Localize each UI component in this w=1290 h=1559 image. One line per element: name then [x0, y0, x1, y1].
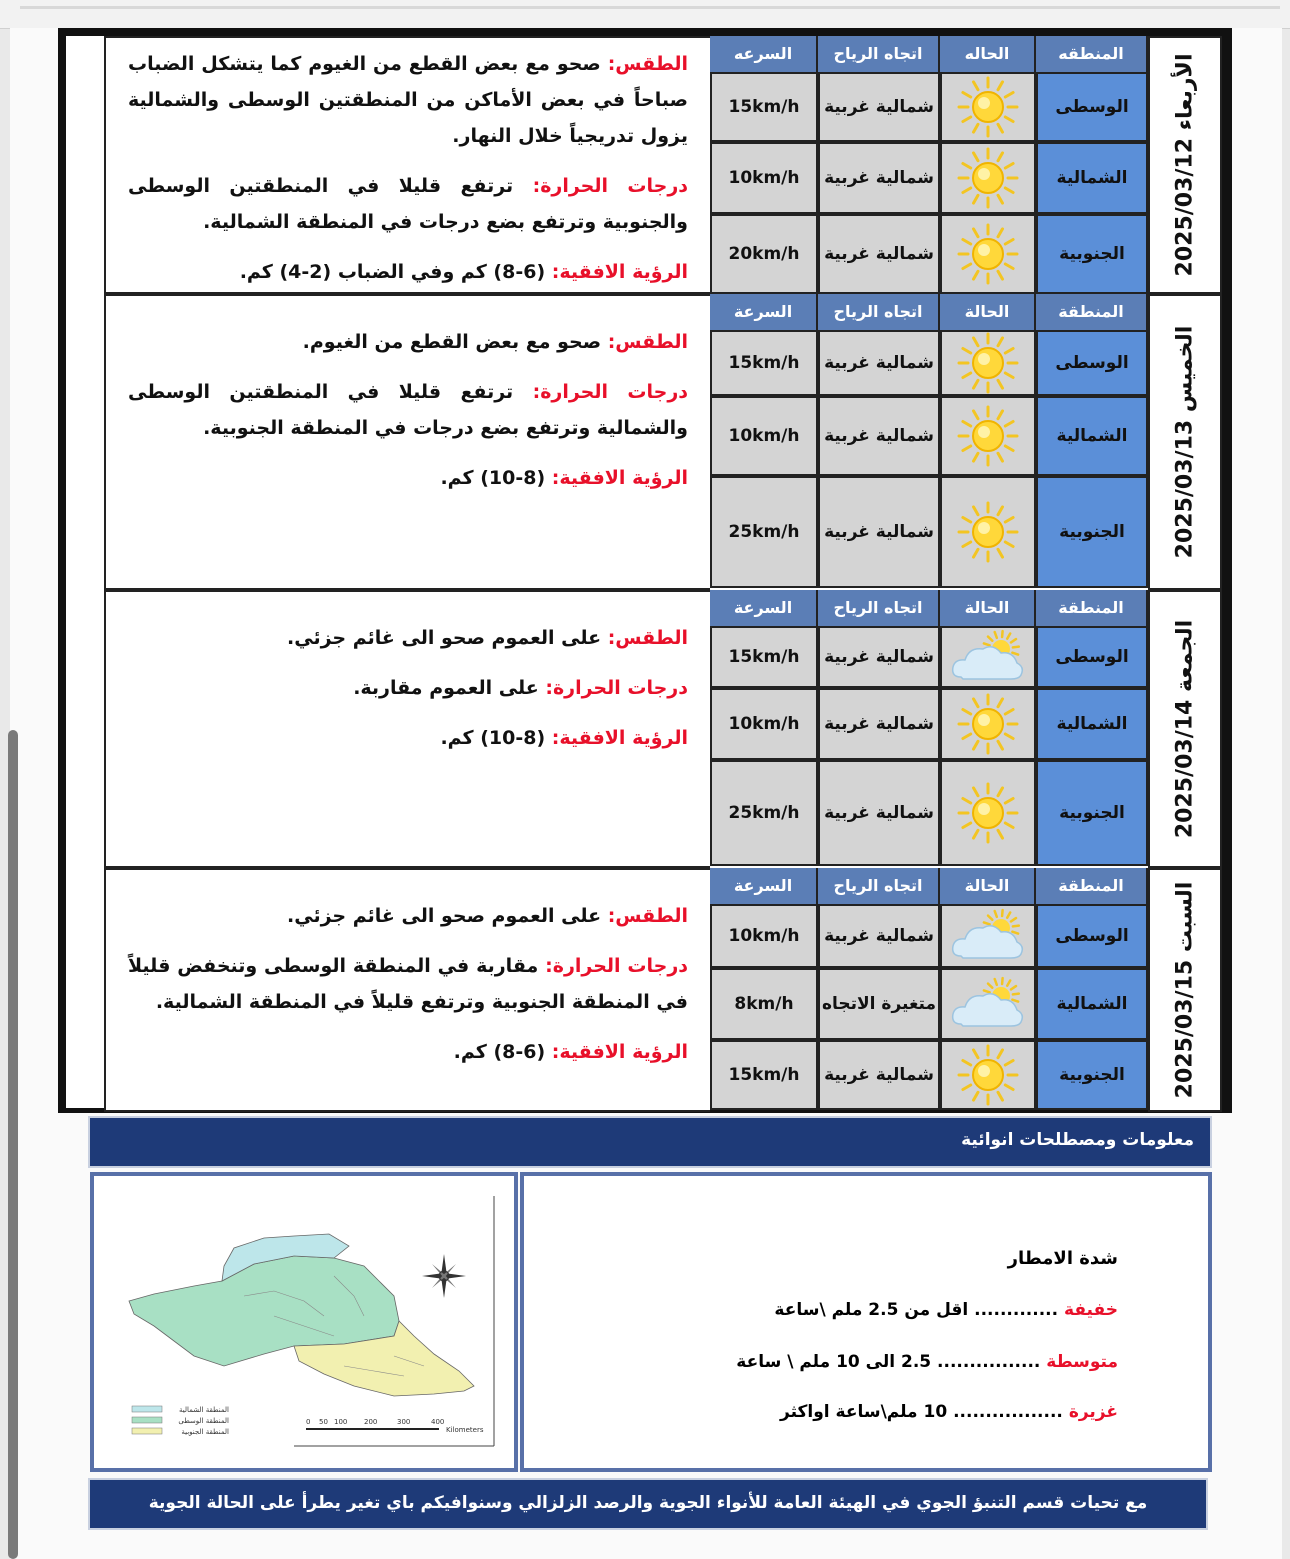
region-header: المنطقه [1036, 36, 1148, 72]
visibility-text-label: الرؤية الافقية: [551, 261, 688, 283]
compass-rose-icon [422, 1254, 466, 1298]
day-date: الأربعاء 2025/03/12 [1172, 53, 1198, 277]
wind-speed-cell: 20km/h [710, 214, 818, 294]
svg-text:المنطقة الوسطى: المنطقة الوسطى [178, 1417, 229, 1425]
sun-icon [956, 75, 1020, 139]
sun-icon [956, 404, 1020, 468]
region-cell: الجنوبية [1036, 476, 1148, 588]
state-header: الحاله [940, 36, 1036, 72]
footer-text: مع تحيات قسم التنبؤ الجوي في الهيئة العامة للأنواء الجوية والرصد الزلزالي وسنوافيكم باي تغير يطرأ على الحالة الجوية [148, 1493, 1148, 1513]
speed-header: السرعة [710, 590, 818, 626]
region-cell: الجنوبية [1036, 214, 1148, 294]
region-cell: الوسطى [1036, 72, 1148, 142]
weather-text-value: صحو مع بعض القطع من الغيوم كما يتشكل الضباب صباحاً في بعض الأماكن من المنطقتين الوسطى والشمالية يزول تدريجياً خلال النهار. [128, 53, 688, 147]
wind-speed-cell: 8km/h [710, 968, 818, 1040]
forecast-day [104, 868, 1222, 1112]
day-date: الجمعة 2025/03/14 [1172, 619, 1198, 839]
forecast-table [710, 36, 1148, 294]
temperature-text [128, 374, 688, 446]
weather-text-label: الطقس: [607, 627, 688, 649]
day-date-column [1148, 590, 1222, 868]
visibility-text [128, 1034, 688, 1070]
region-cell: الجنوبية [1036, 760, 1148, 866]
sun-icon [956, 692, 1020, 756]
top-bar-line [20, 6, 1280, 9]
svg-text:300: 300 [397, 1418, 411, 1426]
wind-direction-cell: شمالية غربية [818, 760, 940, 866]
visibility-text [128, 720, 688, 756]
rain-title: شدة الامطار [1007, 1248, 1118, 1269]
region-header: المنطقة [1036, 294, 1148, 330]
svg-text:100: 100 [334, 1418, 348, 1426]
day-description [104, 36, 710, 294]
temperature-text-label: درجات الحرارة: [532, 381, 689, 403]
visibility-text-value: (6-8) كم. [453, 1041, 546, 1063]
svg-text:0: 0 [306, 1418, 311, 1426]
wind-speed-cell: 10km/h [710, 142, 818, 214]
wind-speed-cell: 25km/h [710, 476, 818, 588]
wind-direction-cell: شمالية غربية [818, 476, 940, 588]
visibility-text-label: الرؤية الافقية: [551, 1041, 688, 1063]
visibility-text-value: (8-10) كم. [440, 467, 546, 489]
state-cell [940, 688, 1036, 760]
region-cell: الوسطى [1036, 904, 1148, 968]
rain-light: خفيفة ............. اقل من 2.5 ملم \ساعة [774, 1300, 1118, 1320]
scrollbar-thumb[interactable] [8, 730, 18, 1559]
region-header: المنطقة [1036, 868, 1148, 904]
svg-text:المنطقة الشمالية: المنطقة الشمالية [179, 1406, 229, 1414]
wind-direction-header: اتجاه الرياح [818, 590, 940, 626]
state-header: الحالة [940, 590, 1036, 626]
weather-text-value: على العموم صحو الى غائم جزئي. [287, 905, 602, 927]
visibility-text-value: (6-8) كم وفي الضباب (2-4) كم. [239, 261, 546, 283]
weather-text-label: الطقس: [607, 331, 688, 353]
partly-cloudy-icon [949, 976, 1027, 1032]
window-top-bar [0, 0, 1290, 29]
weather-text [128, 620, 688, 656]
temperature-text-value: ترتفع قليلا في المنطقتين الوسطى والشمالية وترتفع بضع درجات في المنطقة الجنوبية. [128, 381, 688, 439]
wind-speed-cell: 15km/h [710, 1040, 818, 1110]
wind-direction-cell: شمالية غربية [818, 1040, 940, 1110]
info-banner [88, 1116, 1212, 1168]
info-title: معلومات ومصطلحات انوائية [961, 1130, 1194, 1150]
speed-header: السرعة [710, 294, 818, 330]
region-header: المنطقة [1036, 590, 1148, 626]
sun-icon [956, 222, 1020, 286]
wind-direction-cell: شمالية غربية [818, 396, 940, 476]
wind-speed-cell: 15km/h [710, 626, 818, 688]
state-cell [940, 396, 1036, 476]
temperature-text-value: ترتفع قليلا في المنطقتين الوسطى والجنوبية وترتفع بضع درجات في المنطقة الشمالية. [128, 175, 688, 233]
svg-text:200: 200 [364, 1418, 378, 1426]
wind-speed-cell: 25km/h [710, 760, 818, 866]
region-cell: الوسطى [1036, 626, 1148, 688]
wind-speed-cell: 15km/h [710, 330, 818, 396]
visibility-text-label: الرؤية الافقية: [551, 727, 688, 749]
wind-speed-cell: 10km/h [710, 396, 818, 476]
forecast-table [710, 868, 1148, 1112]
state-cell [940, 142, 1036, 214]
rain-heavy: غزيرة ................. 10 ملم\ساعة اواكثر [780, 1402, 1118, 1422]
sun-icon [956, 500, 1020, 564]
state-cell [940, 72, 1036, 142]
weather-text [128, 324, 688, 360]
speed-header: السرعة [710, 868, 818, 904]
partly-cloudy-icon [949, 629, 1027, 685]
state-cell [940, 904, 1036, 968]
temperature-text [128, 670, 688, 706]
wind-speed-cell: 10km/h [710, 688, 818, 760]
temperature-text-label: درجات الحرارة: [545, 955, 689, 977]
forecast-day [104, 294, 1222, 590]
region-cell: الشمالية [1036, 142, 1148, 214]
svg-text:المنطقة الجنوبية: المنطقة الجنوبية [181, 1428, 229, 1436]
iraq-regions-map [90, 1172, 518, 1472]
temperature-text [128, 168, 688, 240]
svg-text:Kilometers: Kilometers [446, 1426, 484, 1434]
rain-moderate: متوسطة ................ 2.5 الى 10 ملم \ ساعة [736, 1352, 1118, 1372]
wind-speed-cell: 15km/h [710, 72, 818, 142]
temperature-text-label: درجات الحرارة: [532, 175, 689, 197]
speed-header: السرعه [710, 36, 818, 72]
day-description [104, 294, 710, 590]
wind-direction-cell: شمالية غربية [818, 626, 940, 688]
visibility-text-value: (8-10) كم. [440, 727, 546, 749]
state-cell [940, 968, 1036, 1040]
day-date: الخميس 2025/03/13 [1172, 325, 1198, 559]
region-cell: الشمالية [1036, 396, 1148, 476]
forecast-table [710, 294, 1148, 590]
visibility-text [128, 254, 688, 290]
weather-text-value: صحو مع بعض القطع من الغيوم. [302, 331, 602, 353]
forecast-day [104, 590, 1222, 868]
state-cell [940, 476, 1036, 588]
state-header: الحالة [940, 868, 1036, 904]
day-date-column [1148, 36, 1222, 294]
day-date: السبت 2025/03/15 [1172, 881, 1198, 1099]
forecast-table [710, 590, 1148, 868]
wind-direction-cell: متغيرة الاتجاه [818, 968, 940, 1040]
day-date-column [1148, 868, 1222, 1112]
weather-text-value: على العموم صحو الى غائم جزئي. [287, 627, 602, 649]
wind-direction-cell: شمالية غربية [818, 904, 940, 968]
weather-text-label: الطقس: [607, 53, 688, 75]
state-cell [940, 214, 1036, 294]
state-cell [940, 330, 1036, 396]
weather-text-label: الطقس: [607, 905, 688, 927]
day-description [104, 590, 710, 868]
visibility-text [128, 460, 688, 496]
wind-direction-cell: شمالية غربية [818, 688, 940, 760]
footer-banner [88, 1478, 1208, 1530]
weather-text [128, 46, 688, 154]
sun-icon [956, 781, 1020, 845]
temperature-text [128, 948, 688, 1020]
wind-direction-header: اتجاه الرياح [818, 294, 940, 330]
day-date-column [1148, 294, 1222, 590]
state-header: الحالة [940, 294, 1036, 330]
state-cell [940, 626, 1036, 688]
sun-icon [956, 331, 1020, 395]
temperature-text-label: درجات الحرارة: [545, 677, 688, 699]
temperature-text-value: مقاربة في المنطقة الوسطى وتنخفض قليلاً في المنطقة الجنوبية وترتفع قليلاً في المنطقة الشمالية. [128, 955, 688, 1013]
wind-direction-cell: شمالية غربية [818, 72, 940, 142]
wind-direction-cell: شمالية غربية [818, 330, 940, 396]
region-cell: الشمالية [1036, 968, 1148, 1040]
map-graphic [94, 1176, 514, 1468]
sun-icon [956, 146, 1020, 210]
sun-icon [956, 1043, 1020, 1107]
wind-speed-cell: 10km/h [710, 904, 818, 968]
temperature-text-value: على العموم مقاربة. [353, 677, 539, 699]
region-cell: الوسطى [1036, 330, 1148, 396]
wind-direction-header: اتجاه الرياح [818, 36, 940, 72]
svg-text:50: 50 [319, 1418, 328, 1426]
visibility-text-label: الرؤية الافقية: [551, 467, 688, 489]
wind-direction-header: اتجاه الرياح [818, 868, 940, 904]
wind-direction-cell: شمالية غربية [818, 142, 940, 214]
state-cell [940, 1040, 1036, 1110]
svg-text:400: 400 [431, 1418, 445, 1426]
region-cell: الجنوبية [1036, 1040, 1148, 1110]
day-description [104, 868, 710, 1112]
partly-cloudy-icon [949, 908, 1027, 964]
weather-text [128, 898, 688, 934]
state-cell [940, 760, 1036, 866]
forecast-day [104, 36, 1222, 294]
rain-intensity-box [520, 1172, 1212, 1472]
wind-direction-cell: شمالية غربية [818, 214, 940, 294]
region-cell: الشمالية [1036, 688, 1148, 760]
